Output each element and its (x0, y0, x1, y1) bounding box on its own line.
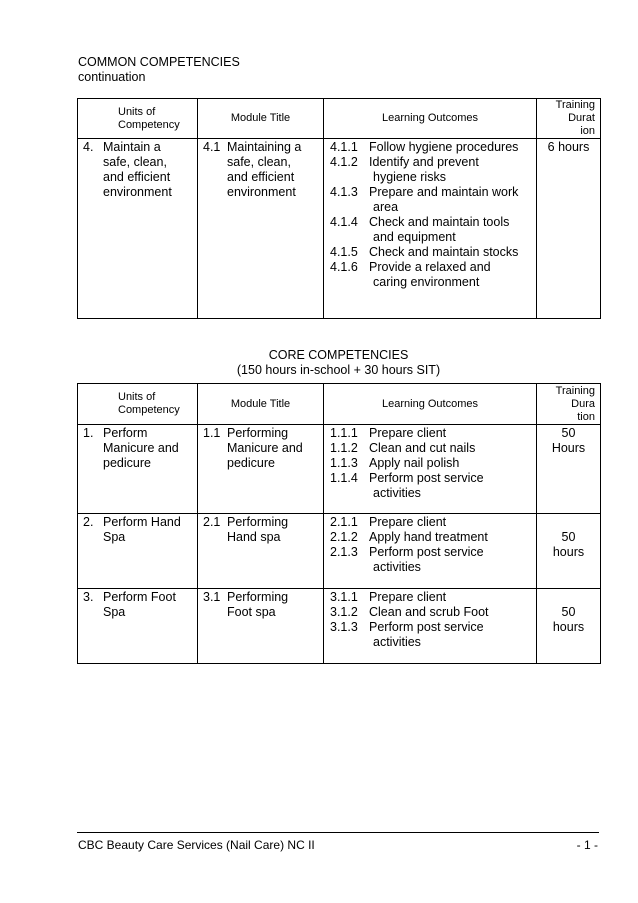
module-title (198, 425, 323, 471)
outcomes-cell (324, 589, 537, 664)
header-units (78, 99, 198, 139)
duration-line: hours (552, 620, 585, 634)
outcome-line: activities (373, 560, 421, 574)
unit-line: Perform Hand (103, 515, 181, 529)
unit-text (103, 590, 193, 620)
module-entry (203, 140, 319, 200)
learning-outcomes (324, 514, 536, 575)
module-text (227, 426, 319, 471)
unit-entry (83, 515, 193, 545)
module-cell (198, 589, 324, 664)
learning-outcome-item (330, 515, 534, 530)
unit-line: Spa (103, 530, 126, 544)
unit-text (103, 426, 193, 471)
outcome-number: 4.1.5 (330, 245, 358, 259)
outcome-line: Prepare client (369, 590, 447, 604)
unit-text (103, 515, 193, 545)
module-entry (203, 426, 319, 471)
header-training-line: ion (580, 125, 595, 137)
learning-outcome-item (330, 471, 534, 501)
outcome-number: 4.1.4 (330, 215, 358, 229)
unit-line: Spa (103, 605, 126, 619)
outcome-number: 1.1.4 (330, 471, 358, 485)
outcome-line: Check and maintain tools (369, 215, 510, 229)
header-training-line: Dura (571, 397, 595, 410)
footer-divider (77, 832, 599, 833)
module-line: Foot spa (227, 605, 276, 619)
unit-of-competency (78, 425, 197, 471)
learning-outcome-item (330, 545, 534, 575)
module-line: pedicure (227, 456, 275, 470)
outcome-text (369, 605, 534, 620)
outcome-text (369, 215, 534, 245)
outcome-line: Identify and prevent (369, 155, 479, 169)
unit-entry (83, 590, 193, 620)
module-title (198, 139, 323, 200)
header-training-line: Training (555, 384, 595, 397)
header-training (537, 384, 601, 425)
outcome-number: 1.1.1 (330, 426, 358, 440)
unit-number: 3. (83, 590, 94, 604)
outcome-text (369, 140, 534, 155)
module-number: 4.1 (203, 140, 221, 154)
unit-of-competency (78, 514, 197, 545)
module-number: 2.1 (203, 515, 221, 529)
outcome-number: 2.1.3 (330, 545, 358, 559)
unit-line: Manicure and (103, 441, 179, 455)
outcome-text (369, 545, 534, 575)
outcome-number: 4.1.2 (330, 155, 358, 169)
outcome-line: activities (373, 635, 421, 649)
learning-outcome-item (330, 245, 534, 260)
learning-outcomes (324, 589, 536, 650)
module-text (227, 590, 319, 620)
module-line: Performing (227, 426, 289, 440)
table-header-row (78, 99, 601, 139)
header-units-line: Units of (118, 105, 156, 118)
module-title (198, 514, 323, 545)
outcome-line: Perform post service (369, 620, 484, 634)
common-competencies-table (77, 98, 601, 319)
header-outcomes: Learning Outcomes (324, 99, 537, 139)
outcome-number: 2.1.1 (330, 515, 358, 529)
outcomes-cell (324, 139, 537, 319)
module-cell (198, 514, 324, 589)
learning-outcome-item (330, 530, 534, 545)
header-units-line: Competency (118, 118, 180, 131)
module-number: 1.1 (203, 426, 221, 440)
unit-text (103, 140, 193, 200)
module-entry (203, 515, 319, 545)
duration-line: 50 (561, 426, 576, 440)
unit-line: Maintain a (103, 140, 161, 154)
common-title: COMMON COMPETENCIES (78, 55, 240, 69)
footer-document-title: CBC Beauty Care Services (Nail Care) NC II (78, 838, 315, 852)
duration-cell (537, 139, 601, 319)
table-header-row (78, 384, 601, 425)
outcome-number: 1.1.2 (330, 441, 358, 455)
unit-entry (83, 426, 193, 471)
module-cell (198, 139, 324, 319)
module-cell (198, 425, 324, 514)
module-line: Maintaining a (227, 140, 302, 154)
unit-entry (83, 140, 193, 200)
training-duration (537, 139, 600, 155)
outcome-line: Perform post service (369, 545, 484, 559)
module-line: environment (227, 185, 296, 199)
header-module: Module Title (198, 99, 324, 139)
units-cell (78, 139, 198, 319)
outcome-text (369, 620, 534, 650)
learning-outcomes (324, 425, 536, 501)
outcome-line: Follow hygiene procedures (369, 140, 519, 154)
unit-line: Perform Foot (103, 590, 176, 604)
module-line: Performing (227, 590, 289, 604)
outcome-line: Perform post service (369, 471, 484, 485)
header-training (537, 99, 601, 139)
unit-number: 4. (83, 140, 94, 154)
training-duration (537, 425, 600, 456)
duration-line: 6 hours (547, 140, 590, 154)
outcome-line: hygiene risks (373, 170, 446, 184)
module-line: Hand spa (227, 530, 281, 544)
training-duration (537, 589, 600, 635)
learning-outcome-item (330, 260, 534, 290)
outcome-line: Provide a relaxed and (369, 260, 491, 274)
common-subtitle: continuation (78, 70, 146, 84)
outcome-number: 2.1.2 (330, 530, 358, 544)
outcome-number: 3.1.3 (330, 620, 358, 634)
outcome-line: Prepare client (369, 515, 447, 529)
outcome-text (369, 530, 534, 545)
learning-outcome-item (330, 185, 534, 215)
outcome-line: Check and maintain stocks (369, 245, 519, 259)
module-text (227, 515, 319, 545)
outcome-line: Apply nail polish (369, 456, 460, 470)
training-duration (537, 514, 600, 560)
outcome-number: 1.1.3 (330, 456, 358, 470)
units-cell (78, 589, 198, 664)
module-title (198, 589, 323, 620)
learning-outcomes (324, 139, 536, 290)
duration-line: 50 (561, 530, 576, 544)
outcome-line: and equipment (373, 230, 456, 244)
footer-page-number: - 1 - (576, 838, 598, 852)
learning-outcome-item (330, 215, 534, 245)
learning-outcome-item (330, 140, 534, 155)
outcome-number: 4.1.1 (330, 140, 358, 154)
unit-line: safe, clean, (103, 155, 167, 169)
module-number: 3.1 (203, 590, 221, 604)
module-line: Performing (227, 515, 289, 529)
duration-line: hours (552, 545, 585, 559)
outcome-text (369, 590, 534, 605)
core-title: CORE COMPETENCIES (268, 348, 409, 362)
learning-outcome-item (330, 426, 534, 441)
header-units-line: Units of (118, 391, 156, 403)
outcome-text (369, 515, 534, 530)
module-text (227, 140, 319, 200)
header-training-line: Durat (568, 112, 595, 124)
units-cell (78, 425, 198, 514)
unit-number: 2. (83, 515, 94, 529)
module-line: Manicure and (227, 441, 303, 455)
duration-cell (537, 514, 601, 589)
unit-of-competency (78, 589, 197, 620)
learning-outcome-item (330, 456, 534, 471)
header-units (78, 384, 198, 425)
header-module: Module Title (198, 384, 324, 425)
outcome-line: Clean and cut nails (369, 441, 476, 455)
outcome-text (369, 441, 534, 456)
duration-line: Hours (551, 441, 586, 455)
outcome-number: 3.1.1 (330, 590, 358, 604)
unit-number: 1. (83, 426, 94, 440)
outcome-text (369, 456, 534, 471)
outcome-number: 4.1.6 (330, 260, 358, 274)
outcome-text (369, 471, 534, 501)
module-line: and efficient (227, 170, 295, 184)
unit-line: pedicure (103, 456, 151, 470)
table-row (78, 514, 601, 589)
learning-outcome-item (330, 620, 534, 650)
learning-outcome-item (330, 155, 534, 185)
module-line: safe, clean, (227, 155, 291, 169)
duration-cell (537, 589, 601, 664)
learning-outcome-item (330, 441, 534, 456)
outcome-line: Prepare client (369, 426, 447, 440)
core-subtitle: (150 hours in-school + 30 hours SIT) (236, 363, 441, 377)
outcome-number: 4.1.3 (330, 185, 358, 199)
unit-line: and efficient (103, 170, 171, 184)
unit-line: environment (103, 185, 172, 199)
outcome-text (369, 260, 534, 290)
header-training-line: tion (577, 410, 595, 423)
outcome-number: 3.1.2 (330, 605, 358, 619)
learning-outcome-item (330, 590, 534, 605)
outcomes-cell (324, 425, 537, 514)
outcome-line: activities (373, 486, 421, 500)
header-outcomes: Learning Outcomes (324, 384, 537, 425)
learning-outcome-item (330, 605, 534, 620)
outcome-text (369, 185, 534, 215)
outcome-line: Clean and scrub Foot (369, 605, 489, 619)
outcome-text (369, 155, 534, 185)
duration-line: 50 (561, 605, 576, 619)
outcome-line: Apply hand treatment (369, 530, 488, 544)
module-entry (203, 590, 319, 620)
outcome-line: area (373, 200, 399, 214)
outcomes-cell (324, 514, 537, 589)
unit-of-competency (78, 139, 197, 200)
outcome-text (369, 426, 534, 441)
unit-line: Perform (103, 426, 148, 440)
header-training-line: Training (555, 99, 595, 111)
table-row (78, 139, 601, 319)
outcome-line: caring environment (373, 275, 480, 289)
outcome-line: Prepare and maintain work (369, 185, 519, 199)
header-units-line: Competency (118, 404, 180, 416)
core-competencies-table (77, 383, 601, 664)
units-cell (78, 514, 198, 589)
duration-cell (537, 425, 601, 514)
table-row (78, 425, 601, 514)
outcome-text (369, 245, 534, 260)
table-row (78, 589, 601, 664)
